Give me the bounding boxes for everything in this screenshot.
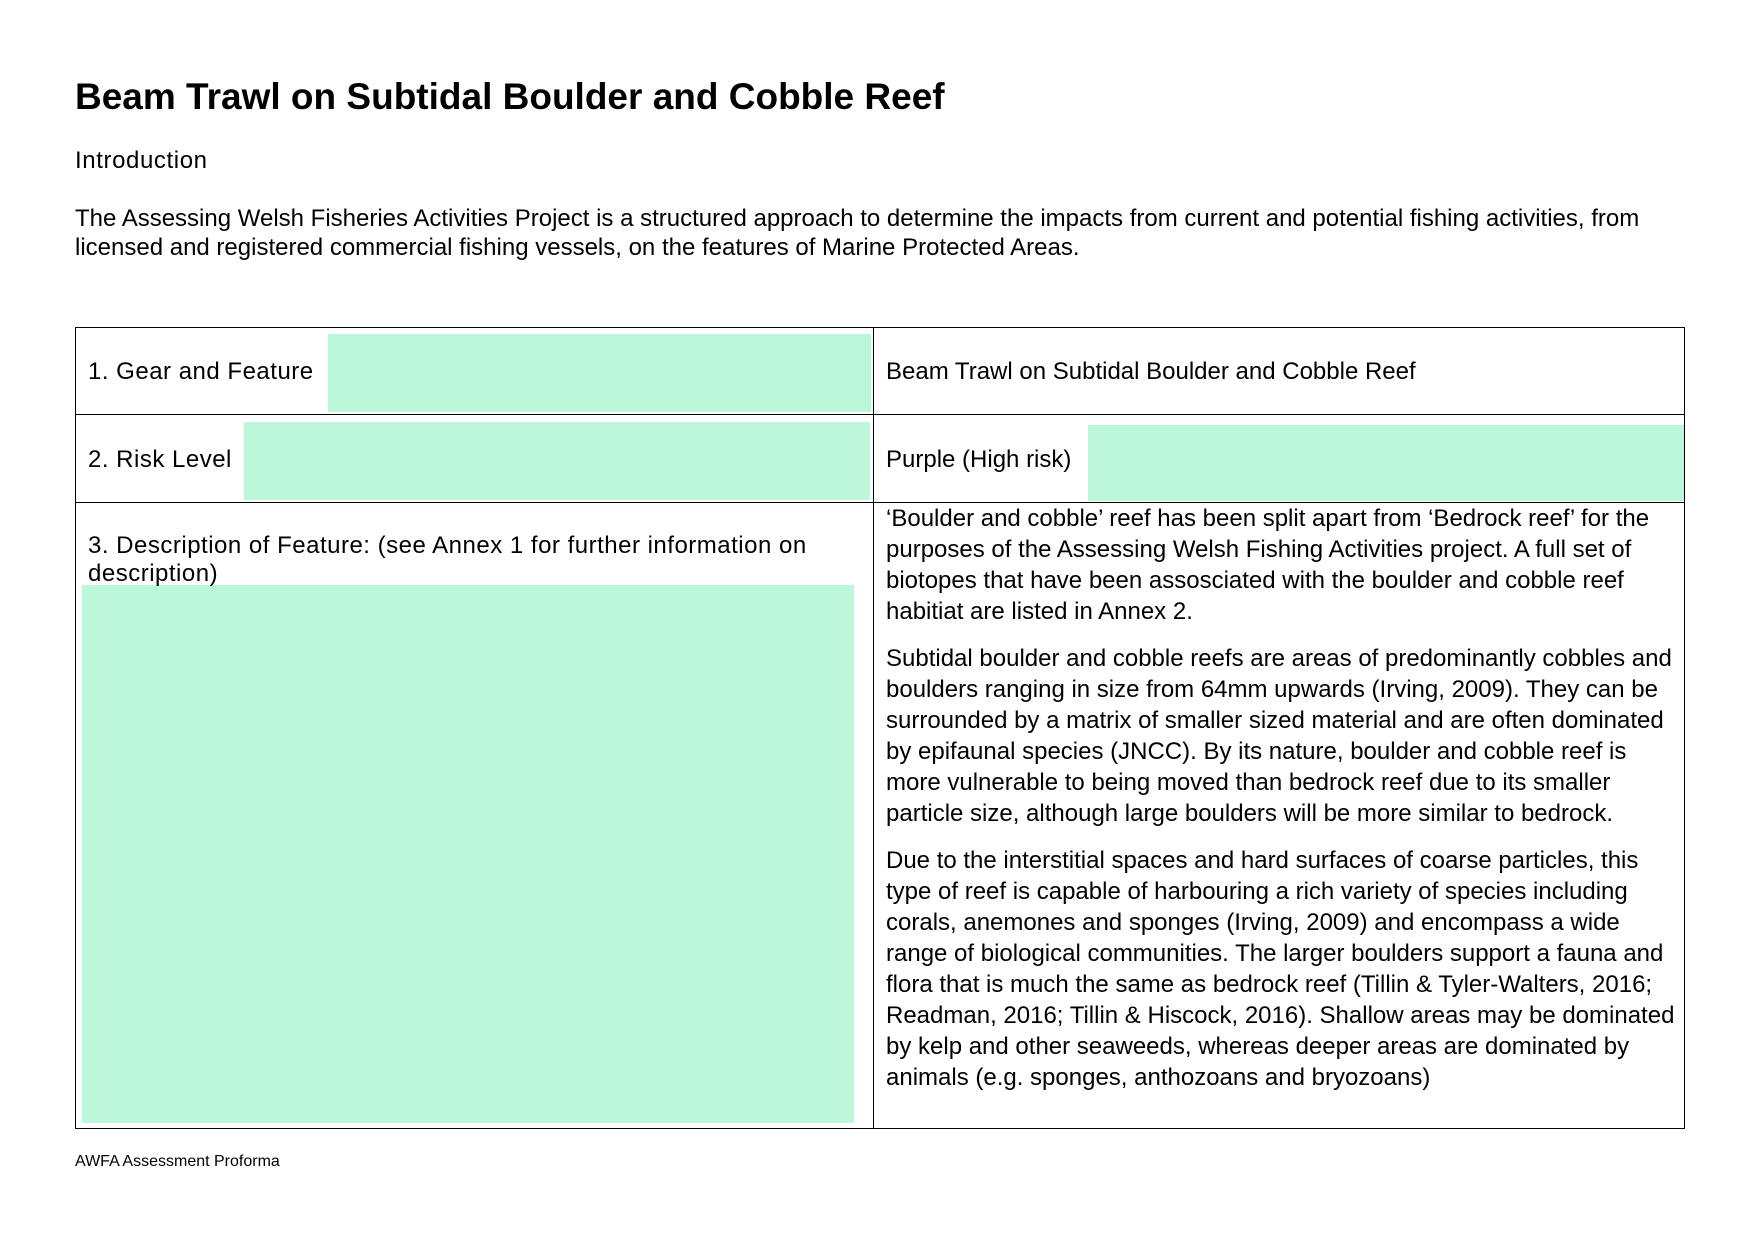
risk-level-label: 2. Risk Level	[88, 446, 232, 473]
intro-paragraph: The Assessing Welsh Fisheries Activities Project is a structured approach to determine the impacts from current and potential fishing activities, from licensed and registered commercial fishing vessels, on the features of Marine Protected Areas.	[75, 205, 1640, 261]
row-divider	[76, 414, 1684, 415]
description-paragraph: Subtidal boulder and cobble reefs are areas of predominantly cobbles and boulders ranging in size from 64mm upwards (Irving, 2009). They can be surrounded by a matrix of smaller sized material and are often dominated by epifaunal species (JNCC). By its nature, boulder and cobble reef is more vulnerable to being moved than bedrock reef due to its smaller particle size, although large boulders will be more similar to bedrock.	[886, 645, 1672, 827]
description-paragraph: Due to the interstitial spaces and hard surfaces of coarse particles, this type of reef is capable of harbouring a rich variety of species including corals, anemones and sponges (Irving, 2009) and encompass a wide range of biological communities. The larger boulders support a fauna and flora that is much the same as bedrock reef (Tillin & Tyler-Walters, 2016; Readman, 2016; Tillin & Hiscock, 2016). Shallow areas may be dominated by kelp and other seaweeds, whereas deeper areas are dominated by animals (e.g. sponges, anthozoans and bryozoans)	[886, 847, 1675, 1091]
form-field-highlight[interactable]	[1088, 425, 1684, 501]
description-text	[886, 503, 1676, 1109]
form-field-highlight[interactable]	[328, 334, 871, 412]
gear-feature-label: 1. Gear and Feature	[88, 358, 314, 385]
form-field-highlight[interactable]	[244, 422, 870, 500]
description-label: 3. Description of Feature: (see Annex 1 for further information on description)	[88, 532, 807, 587]
document-title: Beam Trawl on Subtidal Boulder and Cobble Reef	[75, 76, 945, 117]
section-heading: Introduction	[75, 147, 208, 174]
column-divider	[873, 328, 874, 1128]
description-paragraph: ‘Boulder and cobble’ reef has been split apart from ‘Bedrock reef’ for the purposes of the Assessing Welsh Fishing Activities project. A full set of biotopes that have been assosciated with the boulder and cobble reef habitiat are listed in Annex 2.	[886, 505, 1650, 625]
assessment-table	[75, 327, 1685, 1129]
form-field-highlight[interactable]	[82, 585, 854, 1123]
gear-feature-value: Beam Trawl on Subtidal Boulder and Cobble Reef	[886, 358, 1416, 385]
risk-level-value: Purple (High risk)	[886, 446, 1072, 473]
footer-text: AWFA Assessment Proforma	[75, 1153, 280, 1170]
